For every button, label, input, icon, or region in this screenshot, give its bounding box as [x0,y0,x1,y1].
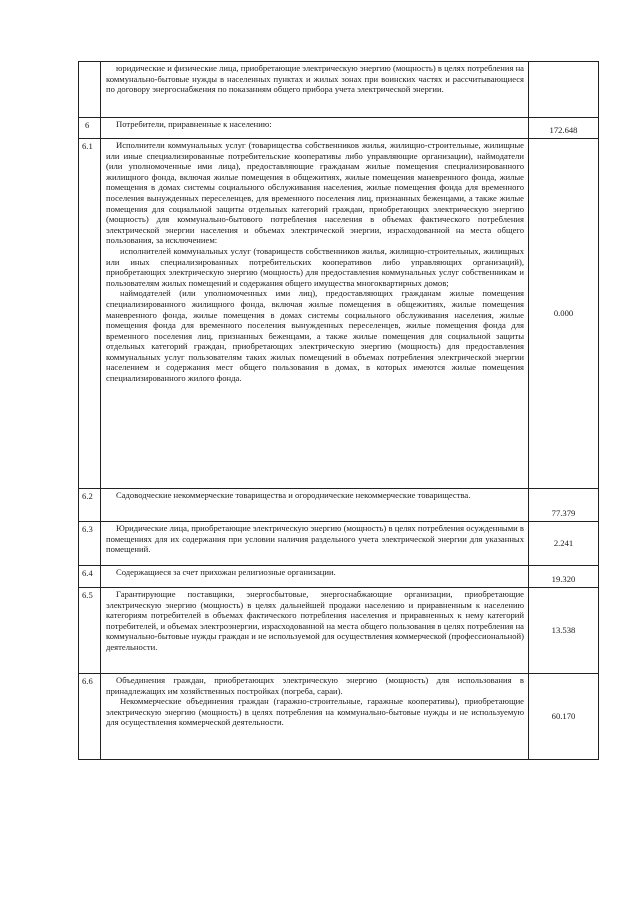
paragraph: Гарантирующие поставщики, энергосбытовые, энергоснабжающие организации, приобретающие электрическую энергию (мощность) в целях дальнейшей продажи населению и приравненным к населению категориям потребителей в объемах фактического потребления населения и приравненных к нему категорий потребителей, и объемах электроэнергии, израсходованной на места общего пользования в целях потребления на коммунально-бытовые нужды граждан и не используемой для осуществления коммерческой (профессиональной) деятельности. [106,589,524,652]
row-number: 6 [79,118,101,139]
row-number: 6.4 [79,566,101,588]
row-description [101,522,529,566]
row-description [101,588,529,674]
table-row [79,588,599,674]
table-row [79,118,599,139]
row-number: 6.5 [79,588,101,674]
table-row [79,522,599,566]
row-value: 60.170 [529,674,599,760]
row-number: 6.2 [79,489,101,522]
table-row [79,139,599,489]
table-row [79,566,599,588]
paragraph: Исполнители коммунальных услуг (товарищества собственников жилья, жилищно-строительные, жилищные или иные специализированные потребительские кооперативы либо управляющие организации), наймодатели (или уполномоченные ими лица), предоставляющие гражданам жилые помещения специализированного жилищного фонда, включая жилые помещения в общежитиях, жилые помещения маневренного фонда, жилые помещения в домах системы социального обслуживания населения, жилые помещения фонда для временного поселения вынужденных переселенцев, для временного поселения лиц, признанных беженцами, а также жилые помещения для социальной защиты отдельных категорий граждан, приобретающих электрическую энергию (мощность) для коммунально-бытового потребления населения в объемах фактического потребления электрической энергии населения и объемах электрической энергии, израсходованной на места общего пользования, за исключением: [106,140,524,246]
row-number: 6.1 [79,139,101,489]
paragraph: Юридические лица, приобретающие электрическую энергию (мощность) в целях потребления осужденными в помещениях для их содержания при условии наличия раздельного учета электрической энергии для указанных помещений. [106,523,524,555]
paragraph: Садоводческие некоммерческие товарищества и огороднические некоммерческие товарищества. [116,490,471,500]
row-number: 6.3 [79,522,101,566]
table-row [79,674,599,760]
row-value: 77.379 [529,489,599,522]
row-number: 6.6 [79,674,101,760]
paragraph: Некоммерческие объединения граждан (гаражно-строительные, гаражные кооперативы), приобретающие электрическую энергию (мощность) в целях потребления на коммунально-бытовые нужды и не используемую для осуществления коммерческой деятельности. [106,696,524,728]
row-description [101,489,529,522]
row-value: 13.538 [529,588,599,674]
row-value: 2.241 [529,522,599,566]
paragraph: наймодателей (или уполномоченных ими лиц), предоставляющих гражданам жилые помещения специализированного жилищного фонда, включая жилые помещения в общежитиях, жилые помещения маневренного фонда, жилые помещения в домах системы социального обслуживания населения, жилые помещения фонда для временного поселения вынужденных переселенцев, жилые помещения фонда для временного поселения лиц, признанных беженцами, а также жилые помещения для социальной защиты отдельных категорий граждан, приобретающих электрическую энергию (мощность) для предоставления коммунальных услуг пользователям таких жилых помещений в объемах потребления электрической энергии населением и содержания мест общего пользования в домах, в которых имеются жилые помещения специализированного жилого фонда. [106,288,524,384]
paragraph: Содержащиеся за счет прихожан религиозные организации. [116,567,336,577]
paragraph: Объединения граждан, приобретающих электрическую энергию (мощность) для использования в принадлежащих им хозяйственных постройках (погреба, сараи). [106,675,524,696]
paragraph: исполнителей коммунальных услуг (товариществ собственников жилья, жилищно-строительных, жилищных или иных специализированных потребительских кооперативов либо управляющих организаций), приобретающих электрическую энергию (мощность) для предоставления коммунальных услуг собственникам и пользователям жилых помещений и содержания общего имущества многоквартирных домов; [106,245,524,288]
row-description [101,139,529,489]
row-value [529,62,599,118]
row-value: 0.000 [529,139,599,489]
paragraph: Потребители, приравненные к населению: [116,119,272,129]
row-description [101,566,529,588]
paragraph: юридические и физические лица, приобретающие электрическую энергию (мощность) в целях потребления на коммунально-бытовые нужды в населенных пунктах и жилых зонах при воинских частях и рассчитывающиеся по договору энергоснабжения по показаниям общего прибора учета электрической энергии. [106,63,524,95]
table-row [79,62,599,118]
row-value: 19.320 [529,566,599,588]
row-number [79,62,101,118]
row-description [101,118,529,139]
tariff-table [78,61,599,760]
row-description [101,62,529,118]
row-description [101,674,529,760]
row-value: 172.648 [529,118,599,139]
table-row [79,489,599,522]
